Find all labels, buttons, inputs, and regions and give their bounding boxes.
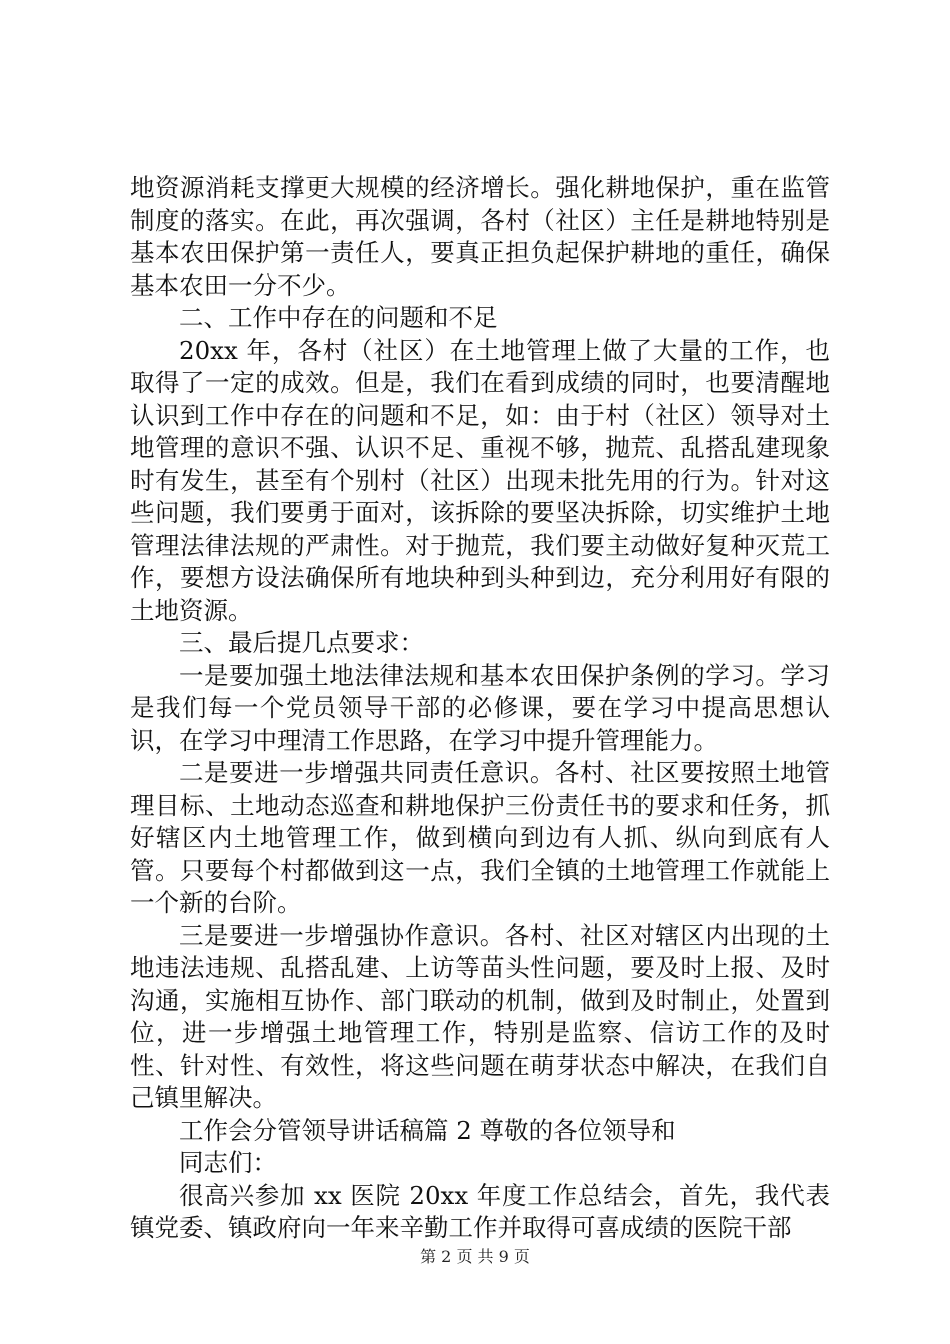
section-heading-2: 二、工作中存在的问题和不足	[179, 303, 498, 332]
paragraph-7: 三是要进一步增强协作意识。各村、社区对辖区内出现的土地违法违规、乱搭乱建、上访等苗头性问题，要及时上报、及时沟通，实施相互协作、部门联动的机制，做到及时制止，处置到位，进一步增强土地管理工作，特别是监察、信访工作的及时性、针对性、有效性，将这些问题在萌芽状态中解决，在我们自己镇里解决。	[130, 920, 830, 1112]
paragraph-5: 一是要加强土地法律法规和基本农田保护条例的学习。学习是我们每一个党员领导干部的必修课，要在学习中提高思想认识，在学习中理清工作思路，在学习中提升管理能力。	[130, 660, 830, 755]
paragraph-8: 工作会分管领导讲话稿篇 2 尊敬的各位领导和	[179, 1115, 676, 1145]
document-body	[130, 172, 830, 1245]
paragraph-3: 20xx 年，各村（社区）在土地管理上做了大量的工作，也取得了一定的成效。但是，我们在看到成绩的同时，也要清醒地认识到工作中存在的问题和不足，如：由于村（社区）领导对土地管理的意识不强、认识不足、重视不够，抛荒、乱搭乱建现象时有发生，甚至有个别村（社区）出现未批先用的行为。针对这些问题，我们要勇于面对，该拆除的要坚决拆除，切实维护土地管理法律法规的严肃性。对于抛荒，我们要主动做好复种灭荒工作，要想方设法确保所有地块种到头种到边，充分利用好有限的土地资源。	[130, 335, 830, 625]
paragraph-9: 同志们：	[179, 1148, 277, 1177]
paragraph-1: 地资源消耗支撑更大规模的经济增长。强化耕地保护，重在监管制度的落实。在此，再次强调，各村（社区）主任是耕地特别是基本农田保护第一责任人，要真正担负起保护耕地的重任，确保基本农田一分不少。	[130, 173, 830, 300]
section-heading-3: 三、最后提几点要求：	[179, 628, 424, 657]
paragraph-6: 二是要进一步增强共同责任意识。各村、社区要按照土地管理目标、土地动态巡查和耕地保护三份责任书的要求和任务，抓好辖区内土地管理工作，做到横向到边有人抓、纵向到底有人管。只要每个村都做到这一点，我们全镇的土地管理工作就能上一个新的台阶。	[130, 758, 830, 917]
paragraph-10: 很高兴参加 xx 医院 20xx 年度工作总结会，首先，我代表镇党委、镇政府向一年来辛勤工作并取得可喜成绩的医院干部	[130, 1180, 830, 1242]
page-number-footer: 第 2 页 共 9 页	[420, 1247, 530, 1266]
